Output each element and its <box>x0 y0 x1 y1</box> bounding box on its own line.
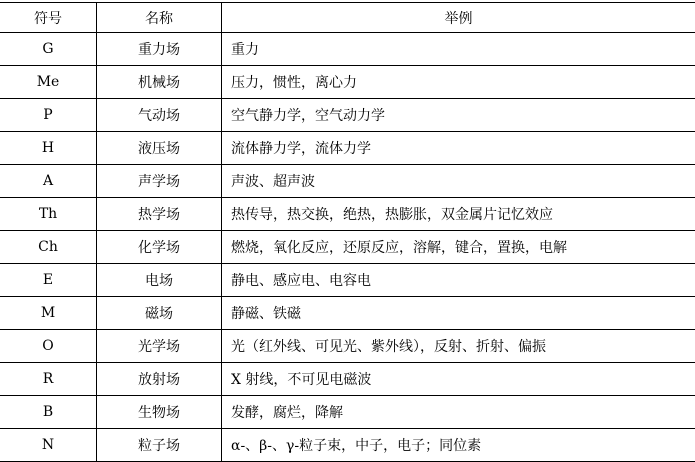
cell-symbol: H <box>0 132 97 165</box>
cell-symbol: E <box>0 264 97 297</box>
cell-name: 放射场 <box>97 363 222 396</box>
table-row <box>0 66 695 99</box>
cell-symbol: B <box>0 396 97 429</box>
cell-example: X 射线，不可见电磁波 <box>222 363 695 396</box>
cell-name: 磁场 <box>97 297 222 330</box>
cell-example: 压力，惯性，离心力 <box>222 66 695 99</box>
table-row <box>0 297 695 330</box>
cell-example: 静磁、铁磁 <box>222 297 695 330</box>
cell-name: 电场 <box>97 264 222 297</box>
cell-symbol: Ch <box>0 231 97 264</box>
cell-symbol: G <box>0 33 97 66</box>
header-name: 名称 <box>97 3 222 33</box>
cell-example: 燃烧，氧化反应，还原反应，溶解，键合，置换，电解 <box>222 231 695 264</box>
cell-symbol: P <box>0 99 97 132</box>
table-row <box>0 429 695 462</box>
cell-name: 粒子场 <box>97 429 222 462</box>
table-row <box>0 231 695 264</box>
cell-name: 重力场 <box>97 33 222 66</box>
cell-example: 空气静力学，空气动力学 <box>222 99 695 132</box>
cell-example: 静电、感应电、电容电 <box>222 264 695 297</box>
cell-name: 气动场 <box>97 99 222 132</box>
table-row <box>0 165 695 198</box>
cell-symbol: Me <box>0 66 97 99</box>
header-symbol: 符号 <box>0 3 97 33</box>
cell-symbol: R <box>0 363 97 396</box>
field-table <box>0 2 695 462</box>
cell-example: α-、β-、γ-粒子束，中子，电子；同位素 <box>222 429 695 462</box>
cell-example: 热传导，热交换，绝热，热膨胀，双金属片记忆效应 <box>222 198 695 231</box>
cell-example: 重力 <box>222 33 695 66</box>
cell-name: 生物场 <box>97 396 222 429</box>
table-row <box>0 33 695 66</box>
table-row <box>0 99 695 132</box>
cell-name: 机械场 <box>97 66 222 99</box>
cell-example: 光（红外线、可见光、紫外线），反射、折射、偏振 <box>222 330 695 363</box>
table-row <box>0 132 695 165</box>
cell-example: 流体静力学，流体力学 <box>222 132 695 165</box>
cell-symbol: M <box>0 297 97 330</box>
table-row <box>0 198 695 231</box>
cell-symbol: A <box>0 165 97 198</box>
cell-symbol: O <box>0 330 97 363</box>
cell-name: 液压场 <box>97 132 222 165</box>
cell-example: 发酵，腐烂，降解 <box>222 396 695 429</box>
cell-example: 声波、超声波 <box>222 165 695 198</box>
table-row <box>0 396 695 429</box>
cell-symbol: Th <box>0 198 97 231</box>
header-example: 举例 <box>222 3 695 33</box>
table-header-row <box>0 3 695 33</box>
cell-name: 热学场 <box>97 198 222 231</box>
table-row <box>0 363 695 396</box>
table-row <box>0 264 695 297</box>
cell-name: 声学场 <box>97 165 222 198</box>
cell-name: 光学场 <box>97 330 222 363</box>
cell-symbol: N <box>0 429 97 462</box>
cell-name: 化学场 <box>97 231 222 264</box>
table-row <box>0 330 695 363</box>
